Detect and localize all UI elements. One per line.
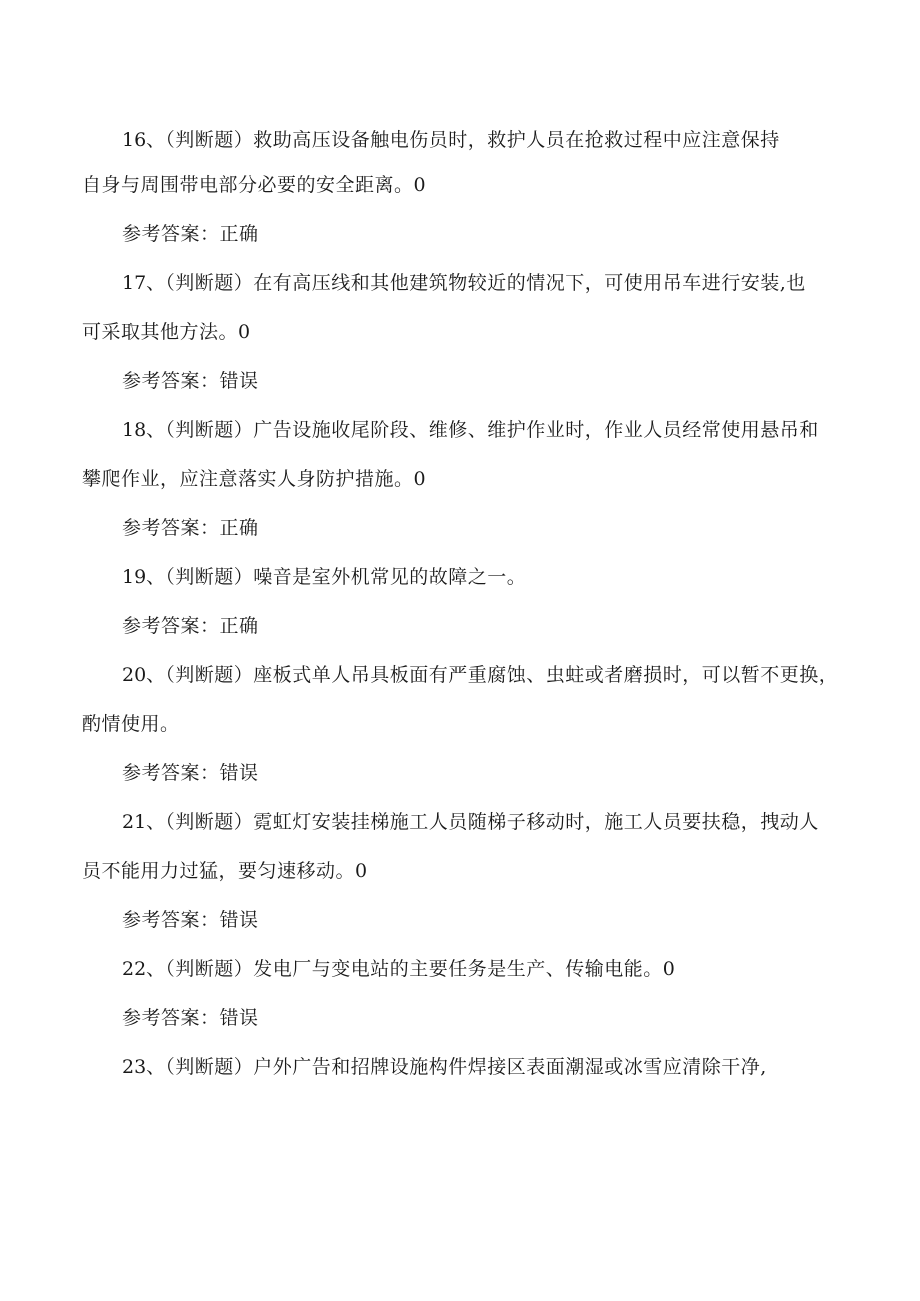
question-number: 16、 xyxy=(122,129,166,151)
answer-value: 错误 xyxy=(219,909,259,931)
question-type: （判断题） xyxy=(165,272,254,294)
answer-label: 参考答案： xyxy=(122,762,220,784)
question-text: 霓虹灯安装挂梯施工人员随梯子移动时，施工人员要扶稳，拽动人 xyxy=(253,811,819,833)
question-18-line-2: 攀爬作业，应注意落实人身防护措施。0 xyxy=(82,468,427,490)
answer-value: 正确 xyxy=(219,223,259,245)
question-number: 22、 xyxy=(122,958,166,980)
question-number: 21、 xyxy=(122,811,166,833)
question-23-line-1 xyxy=(122,1054,767,1080)
question-type: （判断题） xyxy=(165,566,254,588)
question-text: 在有高压线和其他建筑物较近的情况下，可使用吊车进行安装,也 xyxy=(253,272,806,294)
question-text: 户外广告和招牌设施构件焊接区表面潮湿或冰雪应清除干净, xyxy=(253,1056,767,1078)
answer-value: 错误 xyxy=(219,370,259,392)
question-type: （判断题） xyxy=(165,958,254,980)
answer-value: 正确 xyxy=(219,615,259,637)
question-19-line-1 xyxy=(122,564,526,590)
question-number: 19、 xyxy=(122,566,166,588)
answer-18 xyxy=(122,515,259,541)
question-type: （判断题） xyxy=(165,664,254,686)
question-text: 发电厂与变电站的主要任务是生产、传输电能。0 xyxy=(253,958,676,980)
question-16-line-1 xyxy=(122,127,780,153)
answer-21 xyxy=(122,907,259,933)
question-17-line-1 xyxy=(122,270,806,296)
question-type: （判断题） xyxy=(165,811,254,833)
question-20-line-2: 酌情使用。 xyxy=(82,713,180,735)
answer-22 xyxy=(122,1005,259,1031)
question-text: 座板式单人吊具板面有严重腐蚀、虫蛀或者磨损时，可以暂不更换， xyxy=(253,664,839,686)
answer-value: 正确 xyxy=(219,517,259,539)
question-number: 18、 xyxy=(122,419,166,441)
answer-label: 参考答案： xyxy=(122,223,220,245)
answer-16 xyxy=(122,221,259,247)
question-type: （判断题） xyxy=(165,1056,254,1078)
answer-label: 参考答案： xyxy=(122,909,220,931)
question-17-line-2: 可采取其他方法。0 xyxy=(82,321,251,343)
question-18-line-1 xyxy=(122,417,819,443)
question-22-line-1 xyxy=(122,956,675,982)
answer-value: 错误 xyxy=(219,762,259,784)
answer-value: 错误 xyxy=(219,1007,259,1029)
question-16-line-2: 自身与周围带电部分必要的安全距离。0 xyxy=(82,174,427,196)
question-text: 噪音是室外机常见的故障之一。 xyxy=(253,566,527,588)
question-number: 20、 xyxy=(122,664,166,686)
answer-20 xyxy=(122,760,259,786)
answer-label: 参考答案： xyxy=(122,517,220,539)
answer-label: 参考答案： xyxy=(122,615,220,637)
answer-19 xyxy=(122,613,259,639)
answer-label: 参考答案： xyxy=(122,1007,220,1029)
question-text: 广告设施收尾阶段、维修、维护作业时，作业人员经常使用悬吊和 xyxy=(253,419,819,441)
question-21-line-2: 员不能用力过猛，要匀速移动。0 xyxy=(82,860,368,882)
question-type: （判断题） xyxy=(165,129,254,151)
question-21-line-1 xyxy=(122,809,819,835)
question-number: 23、 xyxy=(122,1056,166,1078)
question-text: 救助高压设备触电伤员时，救护人员在抢救过程中应注意保持 xyxy=(253,129,780,151)
question-20-line-1 xyxy=(122,662,838,688)
question-type: （判断题） xyxy=(165,419,254,441)
question-number: 17、 xyxy=(122,272,166,294)
answer-17 xyxy=(122,368,259,394)
answer-label: 参考答案： xyxy=(122,370,220,392)
